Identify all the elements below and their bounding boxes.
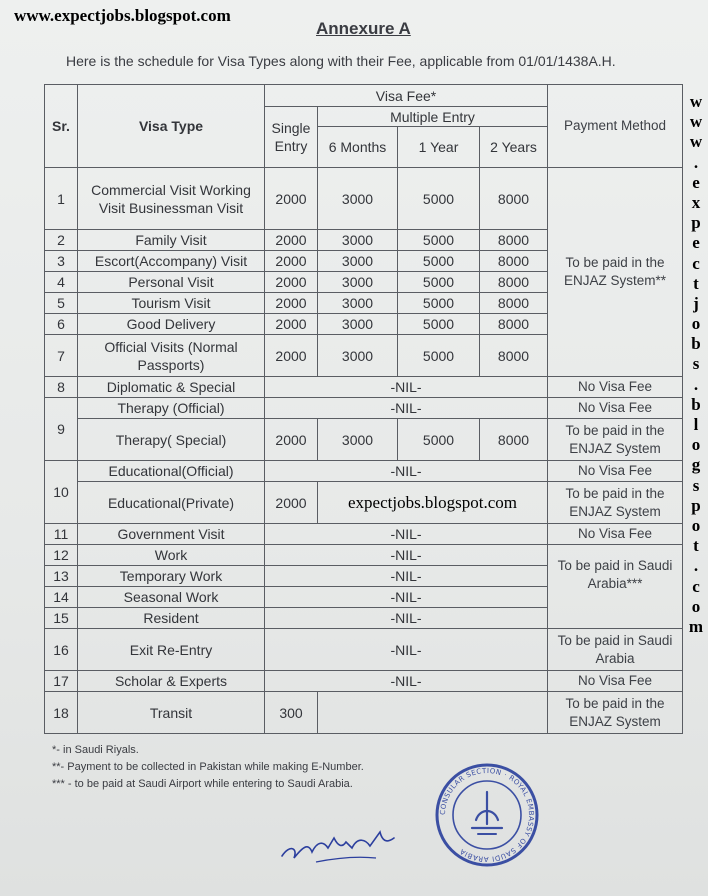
cell-visa-type: Commercial Visit Working Visit Businessman Visit (78, 168, 265, 230)
cell-visa-type: Escort(Accompany) Visit (78, 251, 265, 272)
cell-1-year: 5000 (398, 251, 480, 272)
cell-1-year: 5000 (398, 293, 480, 314)
cell-6-months: 3000 (318, 168, 398, 230)
cell-visa-type: Educational(Private) (78, 482, 265, 524)
cell-2-years: 8000 (480, 314, 548, 335)
watermark-letter: g (691, 455, 701, 475)
cell-payment-saudi-group: To be paid in Saudi Arabia*** (548, 545, 683, 629)
table-row (45, 671, 683, 692)
cell-visa-type: Diplomatic & Special (78, 377, 265, 398)
cell-fee-nil: -NIL- (265, 545, 548, 566)
cell-sr: 2 (45, 230, 78, 251)
cell-visa-type: Personal Visit (78, 272, 265, 293)
cell-single-entry: 2000 (265, 482, 318, 524)
watermark-letter: x (691, 192, 701, 212)
cell-6-months: 3000 (318, 293, 398, 314)
table-row (45, 629, 683, 671)
cell-visa-type: Tourism Visit (78, 293, 265, 314)
watermark-letter: l (693, 415, 699, 434)
watermark-letter: b (691, 394, 701, 414)
cell-fee-nil: -NIL- (265, 566, 548, 587)
cell-visa-type: Therapy (Official) (78, 398, 265, 419)
cell-6-months: 3000 (318, 314, 398, 335)
footnotes (52, 742, 364, 793)
cell-6-months: 3000 (318, 419, 398, 461)
header-6-months: 6 Months (318, 127, 398, 168)
cell-sr: 13 (45, 566, 78, 587)
watermark-letter: b (691, 334, 701, 354)
cell-visa-type: Seasonal Work (78, 587, 265, 608)
cell-visa-type: Temporary Work (78, 566, 265, 587)
cell-visa-type: Exit Re-Entry (78, 629, 265, 671)
handwritten-signature (276, 818, 406, 868)
watermark-vertical (684, 92, 708, 637)
cell-visa-type: Official Visits (Normal Passports) (78, 335, 265, 377)
cell-sr: 18 (45, 692, 78, 734)
cell-payment-method: No Visa Fee (548, 671, 683, 692)
watermark-letter: e (692, 172, 700, 192)
table-row (45, 524, 683, 545)
cell-fee-nil: -NIL- (265, 629, 548, 671)
cell-sr: 11 (45, 524, 78, 545)
watermark-letter: m (688, 616, 704, 636)
cell-fee-nil: -NIL- (265, 608, 548, 629)
cell-2-years: 8000 (480, 168, 548, 230)
cell-fee-nil: -NIL- (265, 377, 548, 398)
cell-sr: 8 (45, 377, 78, 398)
cell-single-entry: 2000 (265, 230, 318, 251)
intro-text: Here is the schedule for Visa Types along with their Fee, applicable from 01/01/1438A.H. (66, 53, 616, 69)
cell-visa-type: Family Visit (78, 230, 265, 251)
cell-fee-nil: -NIL- (265, 587, 548, 608)
table-row (45, 545, 683, 566)
watermark-letter: p (691, 495, 701, 515)
cell-2-years: 8000 (480, 335, 548, 377)
watermark-letter: c (692, 253, 700, 273)
table-row (45, 461, 683, 482)
cell-payment-method: No Visa Fee (548, 524, 683, 545)
cell-payment-method: No Visa Fee (548, 377, 683, 398)
cell-visa-type: Government Visit (78, 524, 265, 545)
cell-1-year: 5000 (398, 335, 480, 377)
cell-visa-type: Transit (78, 692, 265, 734)
watermark-letter: c (692, 576, 700, 596)
table-row (45, 482, 683, 524)
cell-payment-method: To be paid in Saudi Arabia (548, 629, 683, 671)
watermark-letter: t (693, 536, 699, 556)
cell-single-entry: 2000 (265, 314, 318, 335)
watermark-middle: expectjobs.blogspot.com (318, 482, 548, 524)
cell-payment-method: No Visa Fee (548, 398, 683, 419)
watermark-letter: s (692, 354, 700, 374)
cell-payment-method: No Visa Fee (548, 461, 683, 482)
footnote-pakistan: **- Payment to be collected in Pakistan while making E-Number. (52, 761, 364, 773)
watermark-letter: w (689, 132, 703, 152)
cell-fee-nil: -NIL- (265, 461, 548, 482)
cell-1-year: 5000 (398, 168, 480, 230)
watermark-letter: . (693, 374, 699, 394)
visa-fee-table (44, 84, 683, 734)
cell-single-entry: 2000 (265, 272, 318, 293)
cell-1-year: 5000 (398, 419, 480, 461)
page-title: Annexure A (316, 19, 411, 38)
cell-sr: 17 (45, 671, 78, 692)
watermark-letter: p (691, 213, 701, 233)
cell-sr: 15 (45, 608, 78, 629)
cell-2-years: 8000 (480, 293, 548, 314)
header-1-year: 1 Year (398, 127, 480, 168)
watermark-letter: . (693, 152, 699, 172)
cell-2-years: 8000 (480, 230, 548, 251)
table-row (45, 168, 683, 230)
cell-1-year: 5000 (398, 230, 480, 251)
cell-6-months: 3000 (318, 335, 398, 377)
cell-empty (318, 692, 548, 734)
cell-visa-type: Resident (78, 608, 265, 629)
header-2-years: 2 Years (480, 127, 548, 168)
cell-6-months: 3000 (318, 272, 398, 293)
header-payment-method: Payment Method (548, 85, 683, 168)
cell-2-years: 8000 (480, 272, 548, 293)
cell-sr: 16 (45, 629, 78, 671)
cell-single-entry: 2000 (265, 293, 318, 314)
cell-single-entry: 2000 (265, 335, 318, 377)
table-row (45, 692, 683, 734)
cell-2-years: 8000 (480, 419, 548, 461)
cell-payment-method: To be paid in the ENJAZ System (548, 692, 683, 734)
watermark-letter: w (689, 92, 703, 111)
cell-single-entry: 300 (265, 692, 318, 734)
cell-1-year: 5000 (398, 314, 480, 335)
watermark-letter: s (692, 475, 700, 495)
cell-sr: 3 (45, 251, 78, 272)
cell-fee-nil: -NIL- (265, 524, 548, 545)
cell-visa-type: Scholar & Experts (78, 671, 265, 692)
table-row (45, 419, 683, 461)
cell-2-years: 8000 (480, 251, 548, 272)
cell-single-entry: 2000 (265, 419, 318, 461)
watermark-top: www.expectjobs.blogspot.com (14, 6, 231, 25)
table-row (45, 398, 683, 419)
cell-single-entry: 2000 (265, 168, 318, 230)
cell-payment-method: To be paid in the ENJAZ System (548, 482, 683, 524)
cell-sr: 5 (45, 293, 78, 314)
watermark-letter: w (689, 112, 703, 132)
header-sr: Sr. (45, 85, 78, 168)
watermark-letter: o (691, 515, 701, 535)
cell-fee-nil: -NIL- (265, 671, 548, 692)
watermark-letter: o (691, 435, 701, 455)
cell-sr: 4 (45, 272, 78, 293)
cell-sr: 1 (45, 168, 78, 230)
cell-6-months: 3000 (318, 251, 398, 272)
cell-sr: 10 (45, 461, 78, 524)
watermark-letter: j (693, 293, 699, 313)
cell-visa-type: Work (78, 545, 265, 566)
footnote-riyals: *- in Saudi Riyals. (52, 744, 139, 756)
cell-fee-nil: -NIL- (265, 398, 548, 419)
cell-sr: 6 (45, 314, 78, 335)
watermark-letter: . (693, 556, 699, 576)
embassy-seal-stamp (432, 760, 542, 870)
header-multiple-entry: Multiple Entry (318, 107, 548, 127)
cell-single-entry: 2000 (265, 251, 318, 272)
cell-visa-type: Educational(Official) (78, 461, 265, 482)
watermark-letter: e (692, 233, 700, 253)
header-visa-type: Visa Type (78, 85, 265, 168)
svg-text:CONSULAR SECTION · ROYAL EMBAS: CONSULAR SECTION · ROYAL EMBASSY OF SAUDI ARABIA (438, 766, 536, 864)
table-row (45, 377, 683, 398)
footnote-airport: *** - to be paid at Saudi Airport while entering to Saudi Arabia. (52, 778, 353, 790)
cell-visa-type: Good Delivery (78, 314, 265, 335)
cell-sr: 14 (45, 587, 78, 608)
cell-sr: 12 (45, 545, 78, 566)
header-visa-fee: Visa Fee* (265, 85, 548, 107)
cell-sr: 9 (45, 398, 78, 461)
cell-6-months: 3000 (318, 230, 398, 251)
cell-payment-method: To be paid in the ENJAZ System (548, 419, 683, 461)
watermark-letter: t (693, 273, 699, 293)
watermark-letter: o (691, 596, 701, 616)
header-single-entry: Single Entry (265, 107, 318, 168)
cell-1-year: 5000 (398, 272, 480, 293)
cell-payment-enjaz-group: To be paid in the ENJAZ System** (548, 168, 683, 377)
cell-visa-type: Therapy( Special) (78, 419, 265, 461)
watermark-letter: o (691, 314, 701, 334)
cell-sr: 7 (45, 335, 78, 377)
